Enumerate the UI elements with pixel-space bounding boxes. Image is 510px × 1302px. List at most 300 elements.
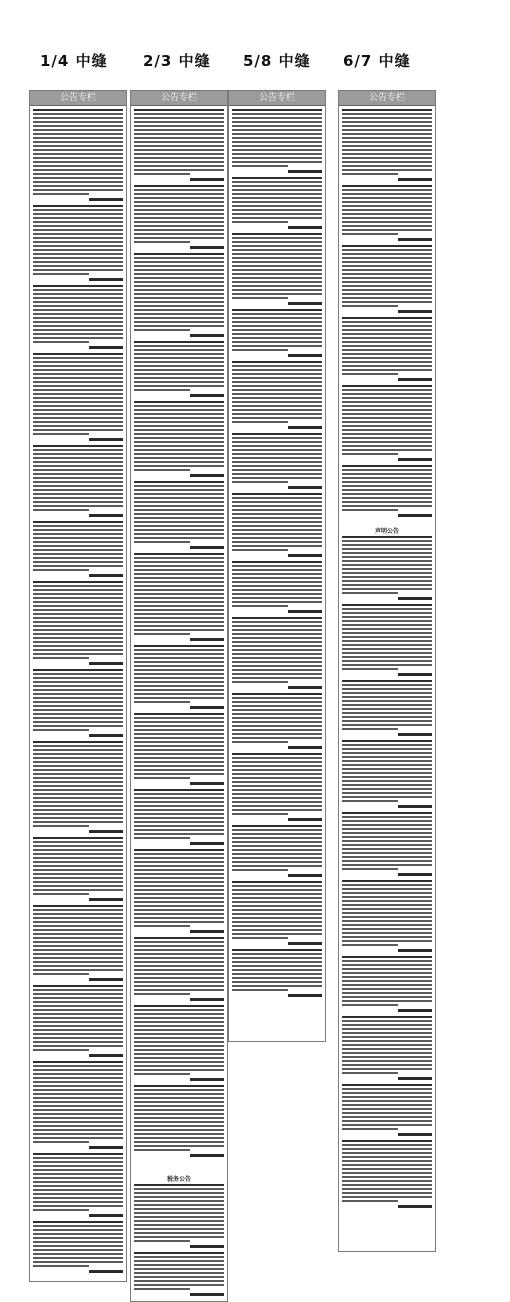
text-line xyxy=(342,720,432,722)
text-line xyxy=(134,1232,224,1234)
notice-column-6-7 xyxy=(338,90,436,1252)
text-line xyxy=(232,973,322,975)
text-line xyxy=(342,1004,398,1006)
text-line xyxy=(232,653,322,655)
text-line xyxy=(342,1060,432,1062)
text-line xyxy=(232,197,322,199)
text-line xyxy=(232,281,322,283)
text-line xyxy=(342,852,432,854)
notice-text-block xyxy=(342,1140,432,1204)
notice-signature xyxy=(288,610,322,613)
text-line xyxy=(134,425,224,427)
text-line xyxy=(342,173,398,175)
notice-column-1-4 xyxy=(29,90,127,1282)
text-line xyxy=(342,341,432,343)
text-line xyxy=(33,353,123,355)
text-line xyxy=(134,1097,224,1099)
text-line xyxy=(33,1117,123,1119)
text-line xyxy=(232,629,322,631)
text-line xyxy=(33,213,123,215)
text-line xyxy=(33,853,123,855)
text-line xyxy=(232,845,322,847)
text-line xyxy=(33,1137,123,1139)
text-line xyxy=(33,689,123,691)
text-line xyxy=(342,397,432,399)
text-line xyxy=(33,965,123,967)
notice-signature xyxy=(190,638,224,641)
text-line xyxy=(134,937,224,939)
text-line xyxy=(33,653,123,655)
text-line xyxy=(232,897,322,899)
notice-signature xyxy=(398,1133,432,1136)
text-line xyxy=(342,149,432,151)
text-line xyxy=(342,409,432,411)
text-line xyxy=(33,1233,123,1235)
text-line xyxy=(33,633,123,635)
text-line xyxy=(33,1261,123,1263)
text-line xyxy=(33,137,123,139)
notice-signature xyxy=(190,1245,224,1248)
text-line xyxy=(134,797,224,799)
text-line xyxy=(134,1236,224,1238)
text-line xyxy=(33,821,123,823)
text-line xyxy=(342,145,432,147)
notice-signature xyxy=(190,246,224,249)
text-line xyxy=(342,305,398,307)
text-line xyxy=(134,721,224,723)
text-line xyxy=(232,317,322,319)
text-line xyxy=(33,337,123,339)
text-line xyxy=(232,761,322,763)
text-line xyxy=(134,1033,224,1035)
text-line xyxy=(342,924,432,926)
notice-text-block xyxy=(232,361,322,425)
text-line xyxy=(33,1229,123,1231)
text-line xyxy=(342,772,432,774)
text-line xyxy=(134,1208,224,1210)
text-line xyxy=(33,389,123,391)
text-line xyxy=(342,1088,432,1090)
text-line xyxy=(134,1021,224,1023)
text-line xyxy=(134,365,224,367)
notice-signature xyxy=(288,486,322,489)
text-line xyxy=(232,565,322,567)
text-line xyxy=(342,433,432,435)
text-line xyxy=(232,929,322,931)
text-line xyxy=(33,273,89,275)
text-line xyxy=(232,377,322,379)
text-line xyxy=(134,597,224,599)
text-line xyxy=(232,933,322,935)
text-line xyxy=(134,505,224,507)
text-line xyxy=(232,885,322,887)
text-line xyxy=(33,321,123,323)
text-line xyxy=(232,909,322,911)
text-line xyxy=(134,381,224,383)
text-line xyxy=(342,117,432,119)
text-line xyxy=(33,593,123,595)
text-line xyxy=(33,425,123,427)
text-line xyxy=(33,285,123,287)
text-line xyxy=(342,760,432,762)
text-line xyxy=(232,569,322,571)
text-line xyxy=(342,556,432,558)
text-line xyxy=(232,453,322,455)
text-line xyxy=(134,701,190,703)
text-line xyxy=(33,781,123,783)
text-line xyxy=(33,793,123,795)
text-line xyxy=(33,549,123,551)
text-line xyxy=(33,465,123,467)
text-line xyxy=(134,129,224,131)
text-line xyxy=(342,684,432,686)
text-line xyxy=(232,541,322,543)
text-line xyxy=(232,717,322,719)
text-line xyxy=(33,177,123,179)
text-line xyxy=(232,405,322,407)
text-line xyxy=(33,485,123,487)
text-line xyxy=(232,657,322,659)
text-line xyxy=(33,945,123,947)
text-line xyxy=(342,1048,432,1050)
text-line xyxy=(342,1196,432,1198)
text-line xyxy=(232,581,322,583)
text-line xyxy=(342,928,432,930)
text-line xyxy=(232,385,322,387)
text-line xyxy=(342,632,432,634)
text-line xyxy=(33,785,123,787)
text-line xyxy=(342,536,432,538)
text-line xyxy=(134,745,224,747)
notice-text-block xyxy=(33,1221,123,1269)
notice-signature xyxy=(89,978,123,981)
column-label-6-7: 6/7 中缝 xyxy=(343,52,411,70)
text-line xyxy=(134,1252,224,1254)
text-line xyxy=(342,261,432,263)
text-line xyxy=(232,801,322,803)
text-line xyxy=(232,125,322,127)
text-line xyxy=(134,513,224,515)
text-line xyxy=(342,896,432,898)
text-line xyxy=(342,544,432,546)
text-line xyxy=(134,621,224,623)
text-line xyxy=(134,1137,224,1139)
text-line xyxy=(134,681,224,683)
text-line xyxy=(134,433,224,435)
notice-text-block xyxy=(232,433,322,485)
column-header: 公告专栏 xyxy=(339,91,435,106)
notice-signature xyxy=(398,310,432,313)
text-line xyxy=(342,984,432,986)
text-line xyxy=(33,701,123,703)
text-line xyxy=(342,165,432,167)
text-line xyxy=(342,768,432,770)
text-line xyxy=(342,728,398,730)
text-line xyxy=(134,613,224,615)
text-line xyxy=(33,989,123,991)
text-line xyxy=(134,133,224,135)
text-line xyxy=(232,861,322,863)
text-line xyxy=(33,309,123,311)
text-line xyxy=(33,373,123,375)
text-line xyxy=(33,637,123,639)
text-line xyxy=(342,764,432,766)
notice-text-block xyxy=(232,493,322,553)
text-line xyxy=(33,605,123,607)
text-line xyxy=(134,1288,190,1290)
text-line xyxy=(342,209,432,211)
text-line xyxy=(33,533,123,535)
text-line xyxy=(232,325,322,327)
text-line xyxy=(342,489,432,491)
text-line xyxy=(342,960,432,962)
text-line xyxy=(33,149,123,151)
text-line xyxy=(33,865,123,867)
text-line xyxy=(134,1149,190,1151)
text-line xyxy=(232,809,322,811)
text-line xyxy=(33,449,123,451)
text-line xyxy=(232,789,322,791)
text-line xyxy=(134,325,224,327)
text-line xyxy=(134,349,224,351)
text-line xyxy=(33,1249,123,1251)
notice-signature xyxy=(398,1009,432,1012)
text-line xyxy=(134,917,224,919)
text-line xyxy=(232,193,322,195)
text-line xyxy=(134,229,224,231)
text-line xyxy=(342,445,432,447)
text-line xyxy=(232,341,322,343)
text-line xyxy=(134,813,224,815)
text-line xyxy=(33,953,123,955)
text-line xyxy=(33,609,123,611)
text-line xyxy=(33,721,123,723)
text-line xyxy=(33,1081,123,1083)
notice-text-block xyxy=(232,881,322,941)
text-line xyxy=(134,265,224,267)
text-line xyxy=(33,961,123,963)
text-line xyxy=(342,1056,432,1058)
text-line xyxy=(232,525,322,527)
text-line xyxy=(33,409,123,411)
text-line xyxy=(33,753,123,755)
text-line xyxy=(33,561,123,563)
text-line xyxy=(33,757,123,759)
text-line xyxy=(134,525,224,527)
text-line xyxy=(342,660,432,662)
notice-signature xyxy=(398,673,432,676)
text-line xyxy=(342,944,398,946)
text-line xyxy=(33,569,89,571)
text-line xyxy=(342,217,432,219)
notice-signature xyxy=(398,597,432,600)
text-line xyxy=(33,189,123,191)
text-line xyxy=(232,857,322,859)
text-line xyxy=(342,796,432,798)
text-line xyxy=(342,976,432,978)
text-line xyxy=(342,584,432,586)
text-line xyxy=(232,117,322,119)
notice-column-5-8 xyxy=(228,90,326,1042)
text-line xyxy=(33,509,89,511)
text-line xyxy=(33,1133,123,1135)
text-line xyxy=(232,277,322,279)
text-line xyxy=(232,253,322,255)
text-line xyxy=(134,953,224,955)
text-line xyxy=(342,1180,432,1182)
text-line xyxy=(134,1228,224,1230)
notice-signature xyxy=(190,1078,224,1081)
text-line xyxy=(33,477,123,479)
text-line xyxy=(33,1153,123,1155)
text-line xyxy=(33,433,89,435)
text-line xyxy=(342,648,432,650)
text-line xyxy=(33,845,123,847)
text-line xyxy=(33,1129,123,1131)
text-line xyxy=(342,680,432,682)
text-line xyxy=(33,445,123,447)
text-line xyxy=(134,877,224,879)
notice-text-block xyxy=(342,385,432,457)
text-line xyxy=(342,401,432,403)
text-line xyxy=(33,761,123,763)
text-line xyxy=(33,369,123,371)
text-line xyxy=(134,1212,224,1214)
text-line xyxy=(33,1245,123,1247)
text-line xyxy=(232,921,322,923)
text-line xyxy=(134,737,224,739)
text-line xyxy=(232,461,322,463)
text-line xyxy=(33,861,123,863)
text-line xyxy=(33,1029,123,1031)
text-line xyxy=(232,237,322,239)
text-line xyxy=(232,989,288,991)
text-line xyxy=(232,701,322,703)
text-line xyxy=(33,173,123,175)
text-line xyxy=(33,893,89,895)
text-line xyxy=(232,165,288,167)
text-line xyxy=(232,805,322,807)
text-line xyxy=(33,1165,123,1167)
text-line xyxy=(134,1129,224,1131)
text-line xyxy=(342,161,432,163)
text-line xyxy=(33,1093,123,1095)
text-line xyxy=(134,661,224,663)
text-line xyxy=(33,117,123,119)
text-line xyxy=(134,833,224,835)
text-line xyxy=(232,833,322,835)
text-line xyxy=(232,249,322,251)
text-line xyxy=(33,1061,123,1063)
text-line xyxy=(232,865,322,867)
text-line xyxy=(134,445,224,447)
text-line xyxy=(33,401,123,403)
text-line xyxy=(232,205,322,207)
text-line xyxy=(232,797,322,799)
text-line xyxy=(134,801,224,803)
text-line xyxy=(134,373,224,375)
text-line xyxy=(134,989,224,991)
text-line xyxy=(342,225,432,227)
text-line xyxy=(232,189,322,191)
text-line xyxy=(33,857,123,859)
text-line xyxy=(33,229,123,231)
text-line xyxy=(33,133,123,135)
text-line xyxy=(134,253,224,255)
text-line xyxy=(232,321,322,323)
text-line xyxy=(342,892,432,894)
text-line xyxy=(33,257,123,259)
text-line xyxy=(134,113,224,115)
text-line xyxy=(342,696,432,698)
notice-text-block xyxy=(342,109,432,177)
text-line xyxy=(232,621,322,623)
text-line xyxy=(342,744,432,746)
text-line xyxy=(232,529,322,531)
notice-text-block xyxy=(33,445,123,513)
text-line xyxy=(134,161,224,163)
text-line xyxy=(232,445,322,447)
text-line xyxy=(342,1144,432,1146)
text-line xyxy=(33,217,123,219)
text-line xyxy=(232,713,322,715)
notice-text-block xyxy=(232,693,322,745)
text-line xyxy=(134,461,224,463)
text-line xyxy=(342,616,432,618)
column-body xyxy=(229,106,325,1041)
text-line xyxy=(232,269,322,271)
text-line xyxy=(232,381,322,383)
text-line xyxy=(134,193,224,195)
text-line xyxy=(134,881,224,883)
text-line xyxy=(342,273,432,275)
text-line xyxy=(342,125,432,127)
text-line xyxy=(342,1072,398,1074)
text-line xyxy=(342,1112,432,1114)
text-line xyxy=(342,141,432,143)
text-line xyxy=(33,1033,123,1035)
notice-text-block xyxy=(33,1061,123,1145)
text-line xyxy=(342,265,432,267)
text-line xyxy=(33,1017,123,1019)
text-line xyxy=(342,1184,432,1186)
text-line xyxy=(342,640,432,642)
text-line xyxy=(232,349,288,351)
text-line xyxy=(232,129,322,131)
text-line xyxy=(134,285,224,287)
text-line xyxy=(342,900,432,902)
text-line xyxy=(342,429,432,431)
notice-text-block xyxy=(232,309,322,353)
text-line xyxy=(134,741,224,743)
text-line xyxy=(134,1113,224,1115)
notice-signature xyxy=(89,734,123,737)
text-line xyxy=(342,612,432,614)
notice-signature xyxy=(89,1214,123,1217)
text-line xyxy=(342,465,432,467)
text-line xyxy=(342,560,432,562)
text-line xyxy=(232,157,322,159)
text-line xyxy=(134,1029,224,1031)
text-line xyxy=(134,1196,224,1198)
column-header: 公告专栏 xyxy=(229,91,325,106)
text-line xyxy=(134,829,224,831)
text-line xyxy=(33,801,123,803)
text-line xyxy=(33,1241,123,1243)
text-line xyxy=(342,816,432,818)
notice-signature xyxy=(190,782,224,785)
text-line xyxy=(134,1141,224,1143)
